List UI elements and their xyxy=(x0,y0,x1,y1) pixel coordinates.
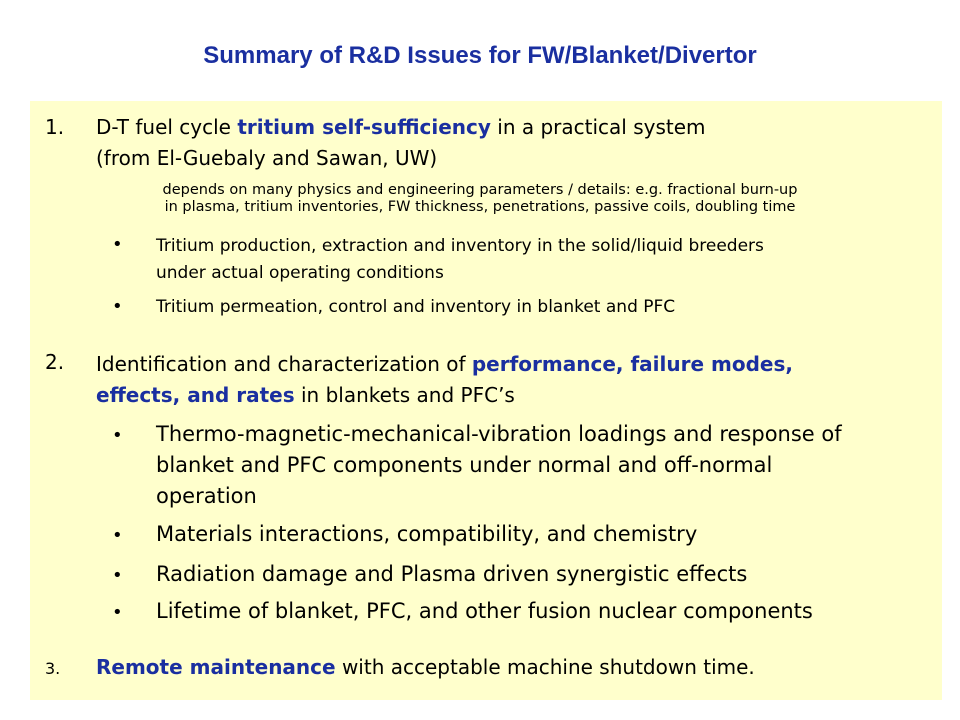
bullet-marker: • xyxy=(112,565,123,586)
item-2-line-2 xyxy=(96,381,515,409)
item-1-line-1 xyxy=(96,113,706,141)
item-2-highlight-1: performance, failure modes, xyxy=(471,352,793,376)
item-2-text-pre: Identification and characterization of xyxy=(96,352,472,376)
item-1-bullet-1-line-2: under actual operating conditions xyxy=(156,263,444,283)
item-1-text-post: in a practical system xyxy=(490,115,706,139)
item-1-number: 1. xyxy=(45,115,65,139)
item-2-bullet-4-line-1: Lifetime of blanket, PFC, and other fusion nuclear components xyxy=(156,599,813,623)
item-1-note-line-1: depends on many physics and engineering parameters / details: e.g. fractional burn-up xyxy=(162,182,798,198)
bullet-marker: • xyxy=(112,425,123,446)
item-1-highlight: tritium self-sufficiency xyxy=(237,115,491,139)
item-2-bullet-1-line-3: operation xyxy=(156,484,257,508)
item-2-number: 2. xyxy=(45,350,65,374)
item-3-line xyxy=(96,653,755,681)
item-3-highlight: Remote maintenance xyxy=(96,655,336,679)
item-3-text-post: with acceptable machine shutdown time. xyxy=(335,655,755,679)
bullet-marker: • xyxy=(112,602,123,623)
bullet-marker: • xyxy=(112,296,123,317)
slide-title: Summary of R&D Issues for FW/Blanket/Divertor xyxy=(203,42,757,69)
item-1-bullet-1-line-1: Tritium production, extraction and inventory in the solid/liquid breeders xyxy=(156,236,764,256)
item-2-highlight-2: effects, and rates xyxy=(96,383,295,407)
bullet-marker: • xyxy=(112,525,123,546)
item-1-note-line-2: in plasma, tritium inventories, FW thickness, penetrations, passive coils, doubling time xyxy=(164,199,796,215)
item-2-bullet-1-line-1: Thermo-magnetic-mechanical-vibration loadings and response of xyxy=(156,422,842,446)
item-2-bullet-2-line-1: Materials interactions, compatibility, and chemistry xyxy=(156,522,698,546)
item-2-bullet-3-line-1: Radiation damage and Plasma driven synergistic effects xyxy=(156,562,748,586)
item-2-text-post: in blankets and PFC’s xyxy=(294,383,515,407)
item-2-bullet-1-line-2: blanket and PFC components under normal and off-normal xyxy=(156,453,773,477)
bullet-marker: • xyxy=(112,234,123,255)
item-3-number: 3. xyxy=(45,659,61,678)
item-1-line-2: (from El-Guebaly and Sawan, UW) xyxy=(96,146,438,170)
item-2-line-1 xyxy=(96,350,793,378)
item-1-text-pre: D-T fuel cycle xyxy=(96,115,238,139)
item-1-bullet-2-line-1: Tritium permeation, control and inventory in blanket and PFC xyxy=(156,297,676,317)
